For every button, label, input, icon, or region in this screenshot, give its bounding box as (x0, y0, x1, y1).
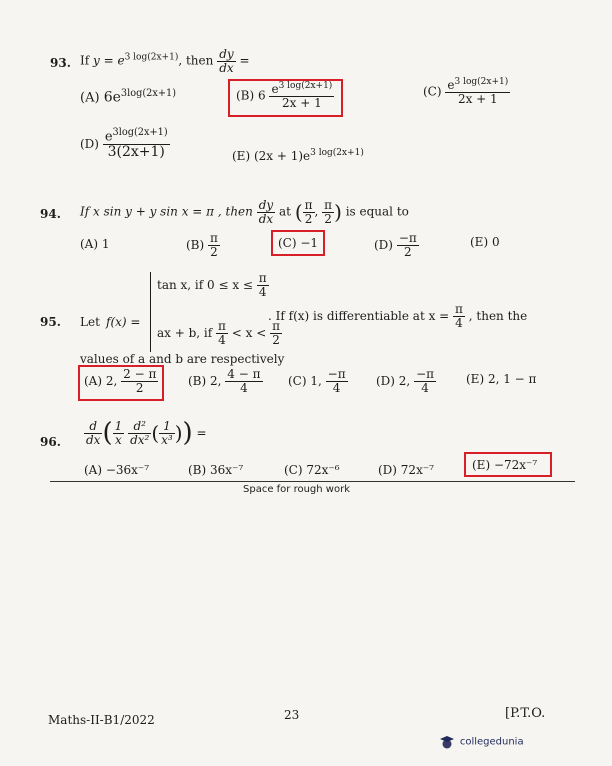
q94-at: at (279, 204, 291, 219)
q96-x: x (115, 432, 122, 447)
q95-option-d (376, 368, 436, 394)
q94-point-y-num: π (324, 198, 333, 212)
q96-d: d (84, 420, 102, 434)
q95-option-c-den: 4 (332, 380, 341, 395)
q93-option-b (236, 82, 334, 109)
q94-dy: dy (258, 198, 274, 212)
q93-option-c (423, 78, 510, 105)
q95-case-2-den1: 4 (218, 332, 226, 347)
q93-option-a-label: (A) (80, 90, 100, 106)
q94-option-d-den: 2 (403, 244, 412, 259)
watermark-text: collegedunia (459, 736, 524, 748)
q93-option-b-den: 2x + 1 (282, 95, 322, 110)
q95-option-a-den: 2 (135, 380, 144, 395)
divider-line (50, 481, 575, 482)
q96-equals: = (196, 426, 207, 440)
q96-option-b: (B) 36x⁻⁷ (188, 463, 244, 477)
q95-case-1-den: 4 (258, 284, 267, 299)
question-94-stem: If x sin y + y sin x = π , then $\frac{dy}{dx}$ at ( $\frac{\pi}{2}$ , $\frac{\pi}{2}$ ) is equal to (80, 198, 409, 226)
q94-option-b (186, 232, 220, 258)
q95-case-1 (157, 272, 269, 298)
q95-case-2 (157, 320, 282, 346)
q95-case-2-expr: ax + b, if (157, 326, 213, 341)
q93-option-a (80, 88, 176, 105)
q93-option-d-exp: 3log(2x+1) (112, 127, 168, 138)
q94-option-b-label: (B) (186, 238, 205, 253)
q94-option-c: (C) −1 (278, 236, 319, 250)
q95-at-num: π (455, 302, 463, 316)
q95-option-b-num: 4 − π (227, 367, 261, 381)
q96-option-d: (D) 72x⁻⁷ (378, 463, 434, 477)
q94-point-y-den: 2 (324, 211, 332, 226)
q93-option-c-den: 2x + 1 (457, 91, 498, 106)
q95-option-d-num: −π (416, 367, 435, 381)
q95-case-2-num1: π (218, 319, 226, 333)
q93-option-d (80, 128, 170, 160)
q96-option-c: (C) 72x⁻⁶ (284, 463, 340, 477)
q95-let: Let (80, 315, 100, 329)
page-number: 23 (284, 708, 300, 722)
q95-option-c-label: (C) 1, (288, 374, 322, 389)
q94-option-b-den: 2 (210, 244, 218, 259)
q93-option-b-num: e (271, 82, 279, 96)
q95-option-b-den: 4 (240, 380, 248, 395)
q95-fx: f(x) = (106, 315, 141, 329)
graduate-icon (438, 733, 456, 751)
q93-if: If (80, 53, 90, 68)
q95-option-a-label: (A) 2, (84, 374, 118, 389)
q94-option-d-num: −π (398, 231, 417, 245)
q95-option-b-label: (B) 2, (188, 374, 222, 389)
q96-option-e: (E) −72x⁻⁷ (472, 458, 538, 472)
q96-dx: dx (86, 432, 101, 447)
q95-line-2: values of a and b are respectively (80, 352, 285, 366)
q95-case-2-den2: 2 (272, 332, 280, 347)
q95-case-1-num: π (258, 271, 267, 285)
q95-option-c (288, 368, 348, 394)
q95-option-d-label: (D) 2, (376, 374, 411, 389)
piecewise-brace (150, 272, 151, 352)
q94-point-x-num: π (304, 198, 313, 212)
q94-option-a: (A) 1 (80, 237, 110, 251)
q93-option-c-num: e (447, 78, 455, 92)
q93-option-d-den: 3(2x+1) (107, 143, 165, 160)
question-number-94: 94. (40, 207, 61, 221)
q95-then-the: , then the (468, 309, 528, 324)
q95-stem-right (268, 303, 527, 329)
q93-option-e-base: (2x + 1)e (253, 149, 311, 163)
q94-dx: dx (258, 211, 274, 226)
question-number-95: 95. (40, 315, 61, 329)
q94-option-d (374, 232, 419, 258)
q95-differentiable-text: . If f(x) is differentiable at x = (268, 309, 450, 324)
question-96-stem: $\frac{d}{dx}$ ( $\frac{1}{x}$ $\frac{\text{d²}}{\text{dx²}}$ ( $\frac{1}{\text{x³}}$ )) = (86, 418, 207, 448)
q96-inner-one: 1 (159, 420, 175, 434)
q94-point-x-den: 2 (304, 211, 313, 226)
q95-case-2-num2: π (272, 319, 280, 333)
q93-option-d-num: e (104, 129, 113, 145)
q94-is-equal-to: is equal to (345, 204, 409, 219)
q93-exponent: 3 log(2x+1) (124, 52, 179, 63)
pto-label: [P.T.O. (505, 706, 546, 721)
q94-equation: If x sin y + y sin x = π , then (80, 204, 253, 219)
q95-option-d-den: 4 (421, 380, 429, 395)
q94-option-e: (E) 0 (470, 235, 500, 249)
q96-option-a: (A) −36x⁻⁷ (84, 463, 150, 477)
q96-x3: x³ (161, 432, 173, 447)
q93-option-e-label: (E) (232, 149, 251, 163)
q93-option-e (232, 148, 364, 163)
q94-option-d-label: (D) (374, 238, 393, 253)
q95-option-a (84, 368, 158, 394)
q95-at-den: 4 (455, 315, 463, 330)
question-number-96: 96. (40, 435, 61, 449)
q96-dx2: dx² (130, 432, 150, 447)
q93-then: , then (178, 53, 214, 68)
q93-option-b-label: (B) 6 (236, 88, 266, 103)
q93-equals: = (239, 53, 250, 68)
q93-option-a-exp: 3log(2x+1) (120, 88, 177, 99)
q93-option-b-exp: 3 log(2x+1) (278, 81, 333, 91)
q96-one: 1 (114, 418, 123, 433)
q95-case-2-mid: < x < (231, 326, 267, 341)
q93-dy: dy (219, 47, 234, 61)
q93-y-eq: y = e (93, 53, 125, 68)
q94-option-b-num: π (210, 231, 218, 245)
q95-option-a-num: 2 − π (123, 367, 157, 381)
q94-comma: , (314, 204, 319, 219)
q95-option-e: (E) 2, 1 − π (466, 372, 537, 386)
question-93-stem (80, 48, 250, 74)
q95-option-b (188, 368, 263, 394)
q93-option-c-exp: 3 log(2x+1) (454, 77, 509, 87)
rough-work-label: Space for rough work (243, 484, 350, 495)
q96-d2: d² (128, 420, 151, 434)
q93-option-a-base: 6e (103, 89, 121, 106)
paper-code: Maths-II-B1/2022 (48, 713, 155, 727)
q95-case-1-expr: tan x, if 0 ≤ x ≤ (157, 278, 253, 293)
q93-option-e-exp: 3 log(2x+1) (310, 148, 364, 158)
q95-option-c-num: −π (327, 367, 346, 381)
question-number-93: 93. (50, 56, 71, 70)
watermark-logo (438, 733, 524, 751)
q93-dx: dx (219, 60, 234, 75)
q93-option-c-label: (C) (423, 84, 442, 99)
q93-option-d-label: (D) (80, 136, 99, 151)
